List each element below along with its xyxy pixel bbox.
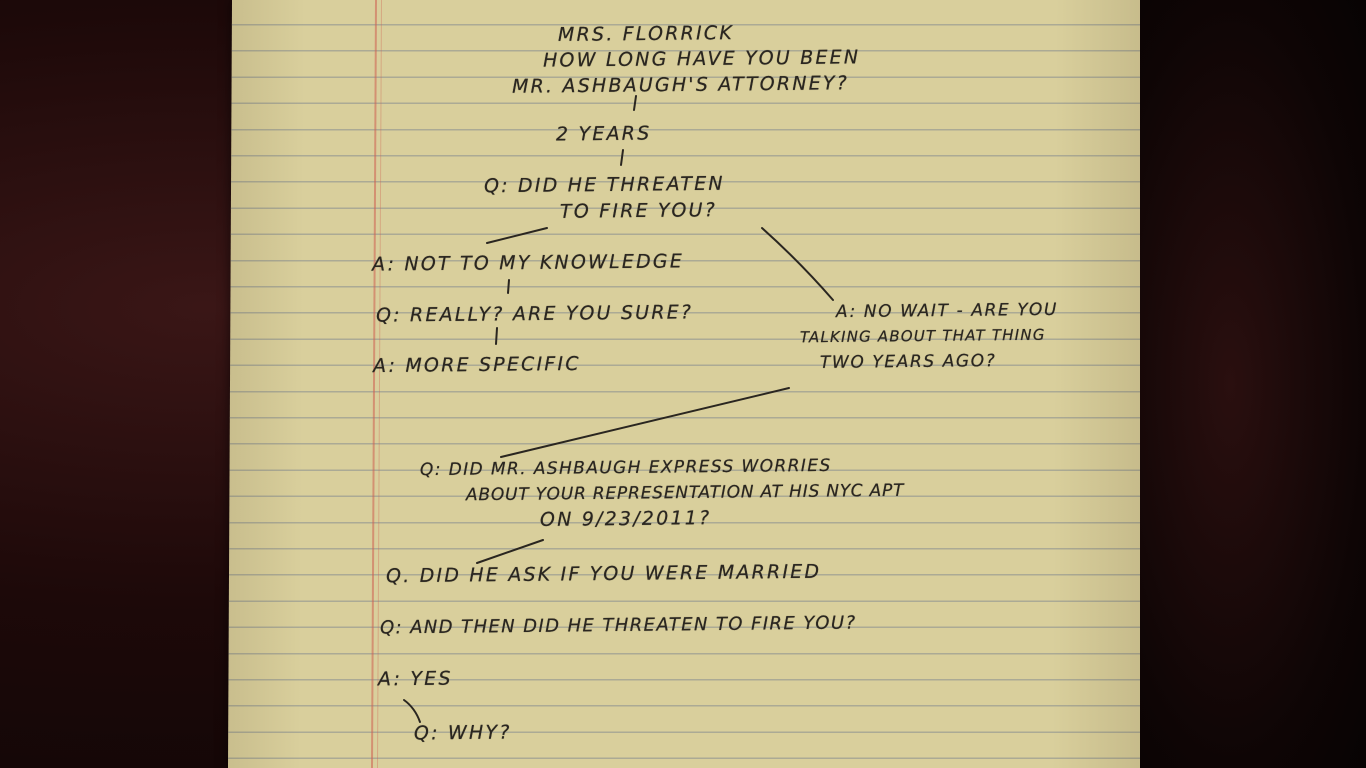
note-q7: Q: WHY? <box>413 721 512 745</box>
note-a3: A: MORE SPECIFIC <box>372 352 581 378</box>
note-q3: Q: REALLY? ARE YOU SURE? <box>375 301 694 327</box>
red-margin-line <box>371 0 377 768</box>
note-header-name: MRS. FLORRICK <box>557 22 735 46</box>
note-a2: A: NOT TO MY KNOWLEDGE <box>371 250 685 276</box>
legal-pad-page <box>228 0 1147 768</box>
note-alt-line3: TWO YEARS AGO? <box>819 351 997 373</box>
note-q6: Q: AND THEN DID HE THREATEN TO FIRE YOU? <box>379 612 857 639</box>
note-a1: 2 YEARS <box>555 122 652 146</box>
note-q5: Q. DID HE ASK IF YOU WERE MARRIED <box>385 560 822 588</box>
note-alt-line1: A: NO WAIT - ARE YOU <box>835 299 1059 323</box>
note-q2-line2: TO FIRE YOU? <box>559 199 718 223</box>
note-q4-line2: ABOUT YOUR REPRESENTATION AT HIS NYC APT <box>465 480 905 506</box>
note-alt-line2: TALKING ABOUT THAT THING <box>799 325 1046 347</box>
red-margin-line-secondary <box>377 0 382 768</box>
note-a6: A: YES <box>377 667 453 691</box>
note-q4-line3: ON 9/23/2011? <box>539 507 712 531</box>
note-q2-line1: Q: DID HE THREATEN <box>483 172 725 198</box>
note-q1-line2: MR. ASHBAUGH'S ATTORNEY? <box>511 72 850 98</box>
note-q4-line1: Q: DID MR. ASHBAUGH EXPRESS WORRIES <box>419 455 832 481</box>
note-q1-line1: HOW LONG HAVE YOU BEEN <box>542 46 861 72</box>
